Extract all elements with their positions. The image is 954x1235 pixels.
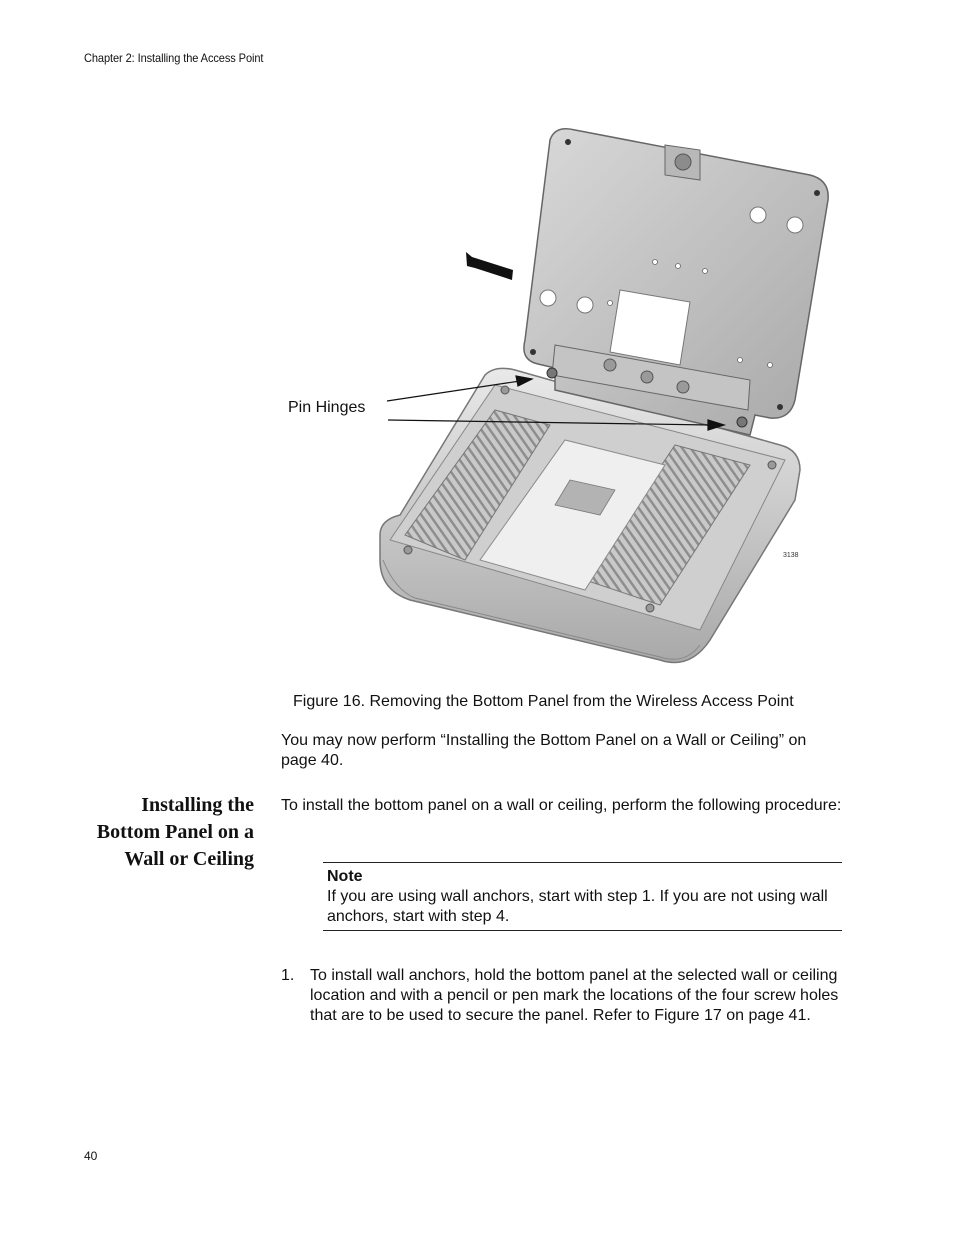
note-title: Note — [327, 868, 363, 885]
page-number: 40 — [84, 1149, 98, 1163]
note-box — [323, 862, 842, 931]
step-number: 1. — [281, 967, 295, 984]
callout-pin-hinges: Pin Hinges — [288, 399, 366, 416]
section-intro: To install the bottom panel on a wall or ceiling, perform the following procedure: — [281, 797, 842, 814]
section-heading: Installing the Bottom Panel on a Wall or Ceiling — [96, 794, 254, 870]
bottom-panel — [524, 129, 828, 435]
figure-caption: Figure 16. Removing the Bottom Panel from the Wireless Access Point — [293, 693, 794, 710]
figure-reference-number: 3138 — [783, 552, 799, 559]
direction-arrow-icon — [466, 252, 513, 280]
step-text: To install wall anchors, hold the bottom panel at the selected wall or ceiling location and with a pencil or pen mark the locations of the four screw holes that are to be used to secure the panel. Refer to Figure 17 on page 41. — [310, 967, 839, 1024]
intro-paragraph: You may now perform “Installing the Bottom Panel on a Wall or Ceiling” on page 40. — [281, 732, 807, 769]
note-text: If you are using wall anchors, start with step 1. If you are not using wall anchors, start with step 4. — [327, 888, 828, 925]
running-head: Chapter 2: Installing the Access Point — [84, 51, 264, 65]
